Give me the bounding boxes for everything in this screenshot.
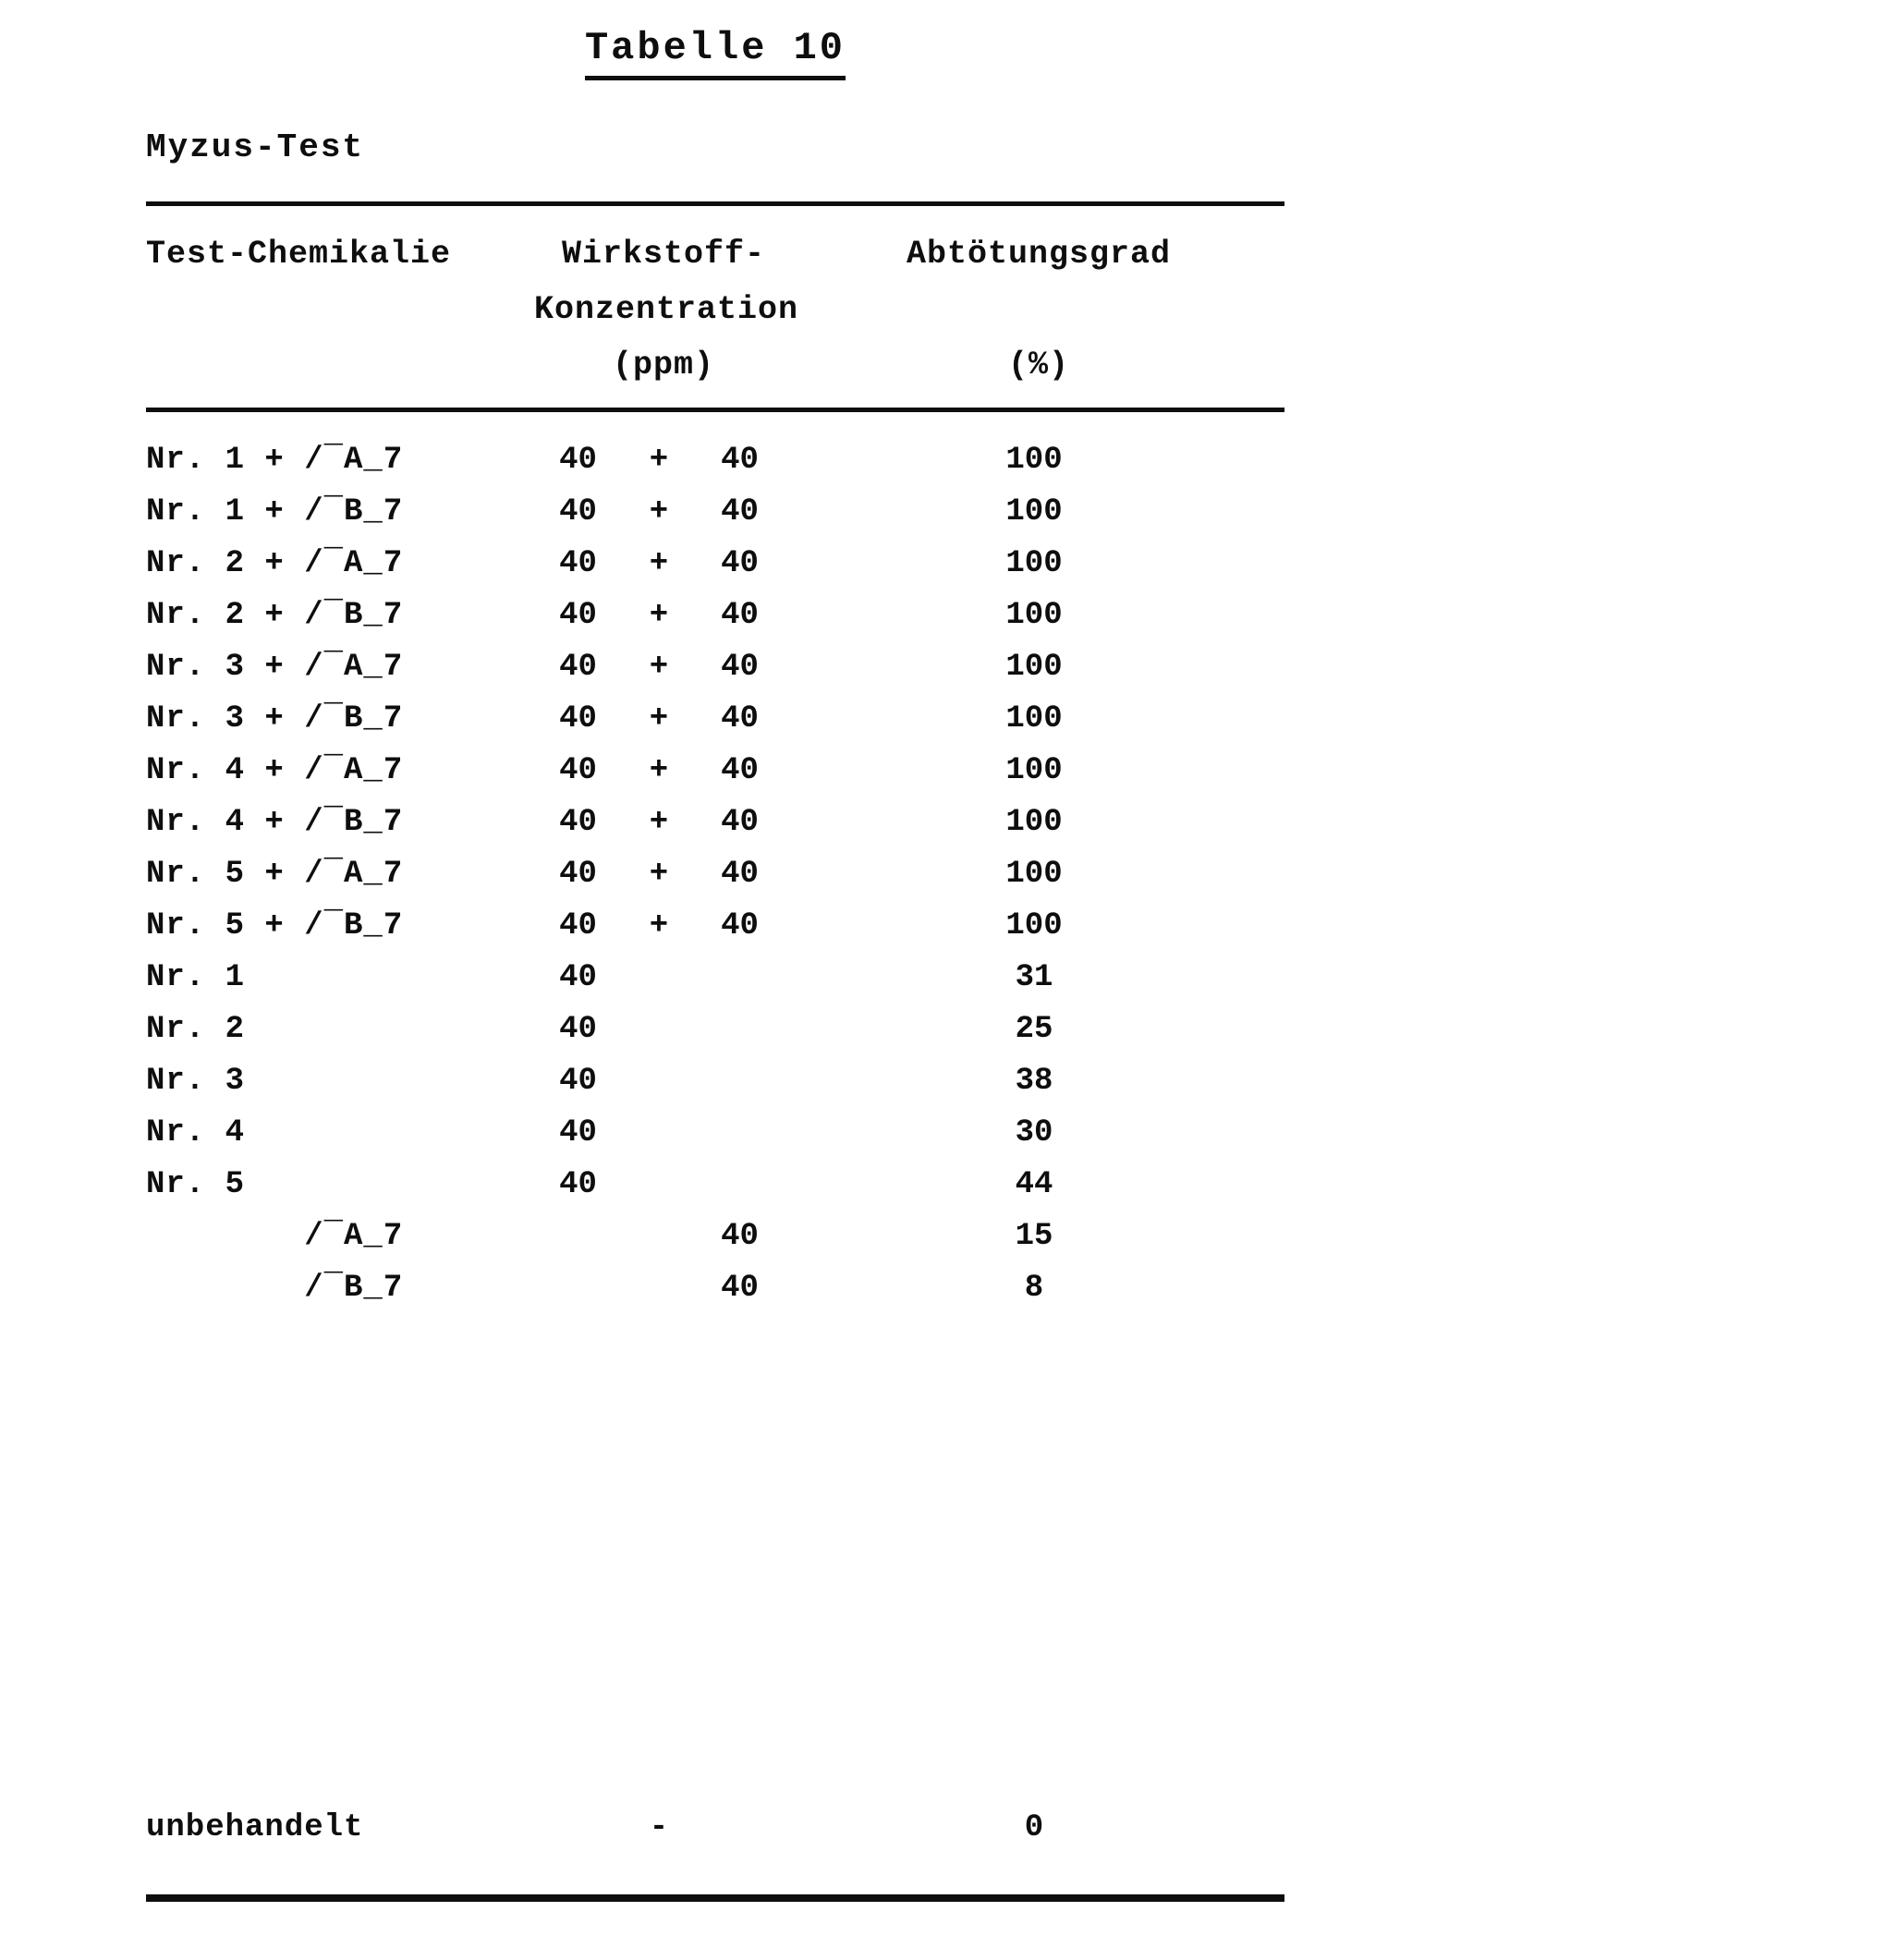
table-row bbox=[146, 797, 1284, 848]
dash-cell: - bbox=[649, 1810, 669, 1845]
kill-rate-cell: 15 bbox=[1015, 1219, 1053, 1254]
table-row bbox=[146, 900, 1284, 952]
header-test-chemikalie: Test-Chemikalie bbox=[146, 236, 452, 273]
chemical-cell: Nr. 1 + /¯A_7 bbox=[146, 443, 404, 478]
conc2-cell: 40 bbox=[721, 443, 759, 478]
header-wirkstoff: Wirkstoff- bbox=[561, 236, 766, 273]
kill-rate-cell: 100 bbox=[1005, 701, 1063, 737]
kill-rate-cell: 100 bbox=[1005, 598, 1063, 633]
table-row bbox=[146, 1262, 1284, 1314]
conc2-cell: 40 bbox=[721, 494, 759, 530]
kill-rate-cell: 44 bbox=[1015, 1167, 1053, 1202]
conc1-cell: 40 bbox=[559, 960, 597, 995]
kill-rate-cell: 0 bbox=[1024, 1810, 1044, 1845]
conc1-cell: 40 bbox=[559, 598, 597, 633]
blank-gap bbox=[146, 1314, 1284, 1802]
chemical-cell: Nr. 1 + /¯B_7 bbox=[146, 494, 404, 530]
chemical-cell: Nr. 3 bbox=[146, 1064, 246, 1099]
table-row bbox=[146, 1159, 1284, 1211]
table-row bbox=[146, 538, 1284, 590]
conc1-cell: 40 bbox=[559, 546, 597, 581]
conc2-cell: 40 bbox=[721, 753, 759, 788]
plus-sign-cell: + bbox=[649, 753, 669, 788]
header-konzentration: Konzentration bbox=[534, 291, 799, 328]
kill-rate-cell: 8 bbox=[1024, 1271, 1044, 1306]
chemical-cell: /¯A_7 bbox=[146, 1219, 404, 1254]
table-row bbox=[146, 1004, 1284, 1055]
kill-rate-cell: 100 bbox=[1005, 908, 1063, 943]
bottom-rule bbox=[146, 1894, 1284, 1902]
table-header bbox=[146, 206, 1284, 408]
kill-rate-cell: 38 bbox=[1015, 1064, 1053, 1099]
table-row bbox=[146, 486, 1284, 538]
table-row bbox=[146, 590, 1284, 641]
table-row bbox=[146, 641, 1284, 693]
chemical-cell: Nr. 3 + /¯A_7 bbox=[146, 650, 404, 685]
conc1-cell: 40 bbox=[559, 908, 597, 943]
chemical-cell: Nr. 4 + /¯B_7 bbox=[146, 805, 404, 840]
conc2-cell: 40 bbox=[721, 546, 759, 581]
plus-sign-cell: + bbox=[649, 598, 669, 633]
conc2-cell: 40 bbox=[721, 908, 759, 943]
plus-sign-cell: + bbox=[649, 443, 669, 478]
table-row bbox=[146, 693, 1284, 745]
table-subtitle: Myzus-Test bbox=[146, 128, 365, 166]
kill-rate-cell: 100 bbox=[1005, 857, 1063, 892]
kill-rate-cell: 30 bbox=[1015, 1115, 1053, 1150]
chemical-cell: Nr. 2 bbox=[146, 1012, 246, 1047]
conc1-cell: 40 bbox=[559, 443, 597, 478]
plus-sign-cell: + bbox=[649, 805, 669, 840]
chemical-cell: Nr. 5 bbox=[146, 1167, 246, 1202]
conc2-cell: 40 bbox=[721, 1219, 759, 1254]
header-line-2 bbox=[146, 282, 1284, 337]
conc1-cell: 40 bbox=[559, 650, 597, 685]
conc2-cell: 40 bbox=[721, 857, 759, 892]
header-abtoetungsgrad: Abtötungsgrad bbox=[906, 236, 1172, 273]
conc2-cell: 40 bbox=[721, 805, 759, 840]
document-page bbox=[146, 0, 1284, 1902]
chemical-cell: Nr. 1 bbox=[146, 960, 246, 995]
kill-rate-cell: 25 bbox=[1015, 1012, 1053, 1047]
table-body bbox=[146, 412, 1284, 1314]
kill-rate-cell: 100 bbox=[1005, 650, 1063, 685]
conc1-cell: 40 bbox=[559, 857, 597, 892]
kill-rate-cell: 100 bbox=[1005, 494, 1063, 530]
plus-sign-cell: + bbox=[649, 857, 669, 892]
table-row bbox=[146, 1055, 1284, 1107]
table-row bbox=[146, 1107, 1284, 1159]
conc1-cell: 40 bbox=[559, 1064, 597, 1099]
kill-rate-cell: 100 bbox=[1005, 546, 1063, 581]
chemical-cell: /¯B_7 bbox=[146, 1271, 404, 1306]
kill-rate-cell: 100 bbox=[1005, 805, 1063, 840]
chemical-cell: unbehandelt bbox=[146, 1810, 364, 1845]
plus-sign-cell: + bbox=[649, 546, 669, 581]
header-line-3 bbox=[146, 337, 1284, 393]
chemical-cell: Nr. 3 + /¯B_7 bbox=[146, 701, 404, 737]
header-ppm-unit: (ppm) bbox=[612, 347, 715, 383]
plus-sign-cell: + bbox=[649, 701, 669, 737]
plus-sign-cell: + bbox=[649, 494, 669, 530]
header-line-1 bbox=[146, 226, 1284, 282]
table-row bbox=[146, 745, 1284, 797]
table-row bbox=[146, 434, 1284, 486]
untreated-row bbox=[146, 1802, 1284, 1854]
conc1-cell: 40 bbox=[559, 1167, 597, 1202]
table-title: Tabelle 10 bbox=[585, 26, 846, 80]
conc1-cell: 40 bbox=[559, 701, 597, 737]
chemical-cell: Nr. 5 + /¯B_7 bbox=[146, 908, 404, 943]
table-row bbox=[146, 848, 1284, 900]
plus-sign-cell: + bbox=[649, 650, 669, 685]
chemical-cell: Nr. 4 + /¯A_7 bbox=[146, 753, 404, 788]
conc1-cell: 40 bbox=[559, 753, 597, 788]
conc1-cell: 40 bbox=[559, 1012, 597, 1047]
chemical-cell: Nr. 5 + /¯A_7 bbox=[146, 857, 404, 892]
table-row bbox=[146, 1211, 1284, 1262]
chemical-cell: Nr. 2 + /¯B_7 bbox=[146, 598, 404, 633]
kill-rate-cell: 100 bbox=[1005, 443, 1063, 478]
table-row bbox=[146, 952, 1284, 1004]
conc2-cell: 40 bbox=[721, 1271, 759, 1306]
chemical-cell: Nr. 2 + /¯A_7 bbox=[146, 546, 404, 581]
conc2-cell: 40 bbox=[721, 650, 759, 685]
conc1-cell: 40 bbox=[559, 805, 597, 840]
kill-rate-cell: 31 bbox=[1015, 960, 1053, 995]
conc2-cell: 40 bbox=[721, 701, 759, 737]
plus-sign-cell: + bbox=[649, 908, 669, 943]
conc2-cell: 40 bbox=[721, 598, 759, 633]
conc1-cell: 40 bbox=[559, 494, 597, 530]
title-row bbox=[146, 26, 1284, 80]
kill-rate-cell: 100 bbox=[1005, 753, 1063, 788]
header-percent-unit: (%) bbox=[1007, 347, 1069, 383]
chemical-cell: Nr. 4 bbox=[146, 1115, 246, 1150]
conc1-cell: 40 bbox=[559, 1115, 597, 1150]
